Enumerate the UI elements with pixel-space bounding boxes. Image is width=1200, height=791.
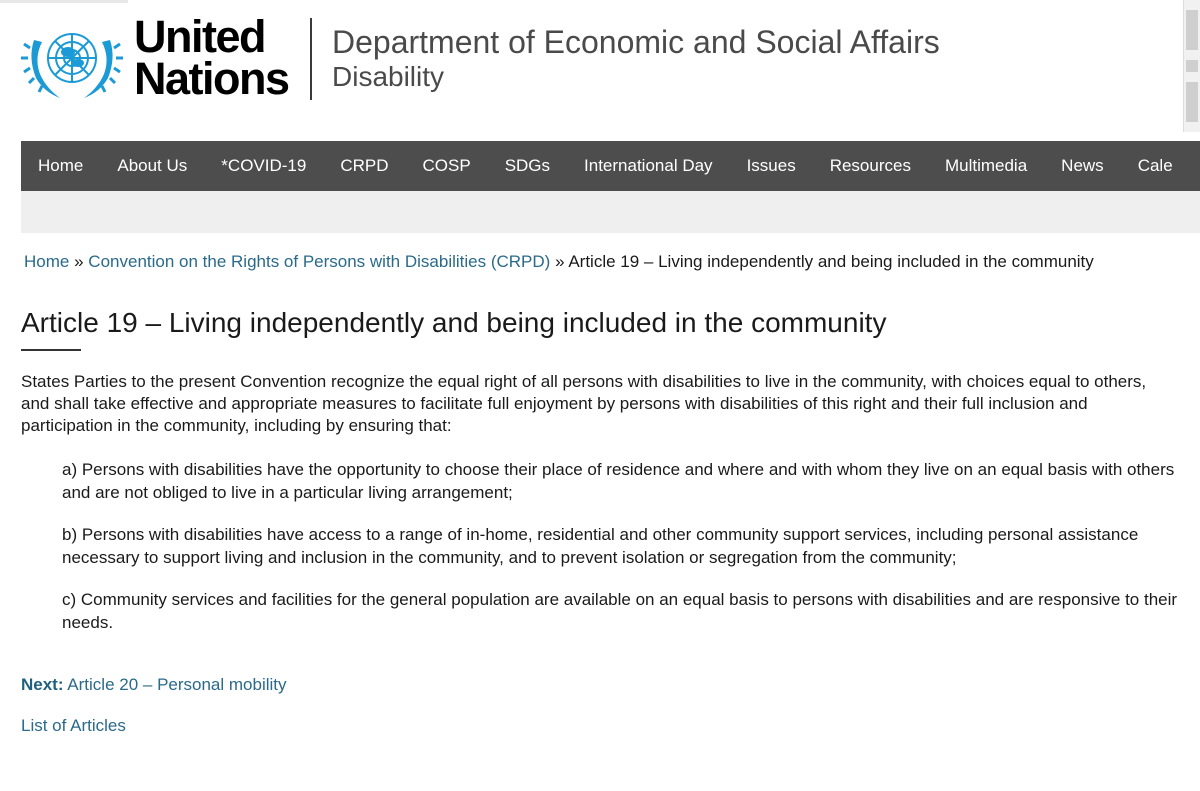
nav-item-issues[interactable]: Issues (746, 156, 796, 175)
secondary-nav-bar (21, 191, 1200, 233)
breadcrumb-separator: » (74, 252, 84, 271)
title-underline (21, 349, 81, 351)
nav-item-news[interactable]: News (1061, 156, 1104, 175)
article-item-b: b) Persons with disabilities have access to a range of in-home, residential and other community support services, including personal assistance necessary to support living and inclusion in the community, and to prevent isolation or segregation from the community; (62, 525, 1139, 567)
list-of-articles-link[interactable]: List of Articles (21, 716, 126, 735)
breadcrumb-crpd-link[interactable]: Convention on the Rights of Persons with Disabilities (CRPD) (88, 252, 551, 271)
nav-item-about-us[interactable]: About Us (117, 156, 188, 175)
article-item-c: c) Community services and facilities for the general population are available on an equal basis to persons with disabilities and are responsive to their needs. (62, 590, 1178, 632)
section-title[interactable]: Disability (332, 61, 445, 92)
main-navigation (21, 141, 1200, 191)
nav-item-crpd[interactable]: CRPD (340, 156, 389, 175)
breadcrumb-separator: » (555, 252, 565, 271)
breadcrumb (24, 251, 1094, 273)
article-intro: States Parties to the present Convention recognize the equal right of all persons with disabilities to live in the community, with choices equal to others, and shall take effective and appropriate measures to facilitate full enjoyment by persons with disabilities of this right and their full inclusion and participation in the community, including by ensuring that: (21, 372, 1147, 435)
article-item-a: a) Persons with disabilities have the opportunity to choose their place of residence and where and with whom they live on an equal basis with others and are not obliged to live in a particular living arrangement; (62, 460, 1175, 502)
nav-item-sdgs[interactable]: SDGs (504, 156, 551, 175)
logo-line-2: Nations (134, 53, 289, 104)
nav-item-home[interactable]: Home (38, 156, 84, 175)
nav-item-resources[interactable]: Resources (829, 156, 911, 175)
nav-item-calendar[interactable]: Cale (1137, 156, 1173, 175)
article-items (62, 458, 1182, 653)
breadcrumb-home-link[interactable]: Home (24, 252, 70, 271)
site-header (0, 0, 1200, 130)
header-divider (310, 18, 312, 100)
un-wordmark[interactable] (134, 11, 289, 104)
nav-item-covid-19[interactable]: *COVID-19 (221, 156, 307, 175)
nav-item-multimedia[interactable]: Multimedia (944, 156, 1028, 175)
department-title[interactable]: Department of Economic and Social Affairs (332, 24, 940, 60)
next-article-link[interactable] (21, 674, 287, 696)
page-title: Article 19 – Living independently and being included in the community (21, 307, 887, 338)
logo-line-1: United (134, 11, 265, 62)
un-emblem-icon[interactable] (20, 18, 124, 104)
breadcrumb-current: Article 19 – Living independently and being included in the community (568, 252, 1094, 271)
next-label: Next: (21, 675, 64, 694)
nav-item-cosp[interactable]: COSP (422, 156, 471, 175)
next-article-text[interactable]: Article 20 – Personal mobility (63, 675, 287, 694)
nav-item-international-day[interactable]: International Day (584, 156, 713, 175)
